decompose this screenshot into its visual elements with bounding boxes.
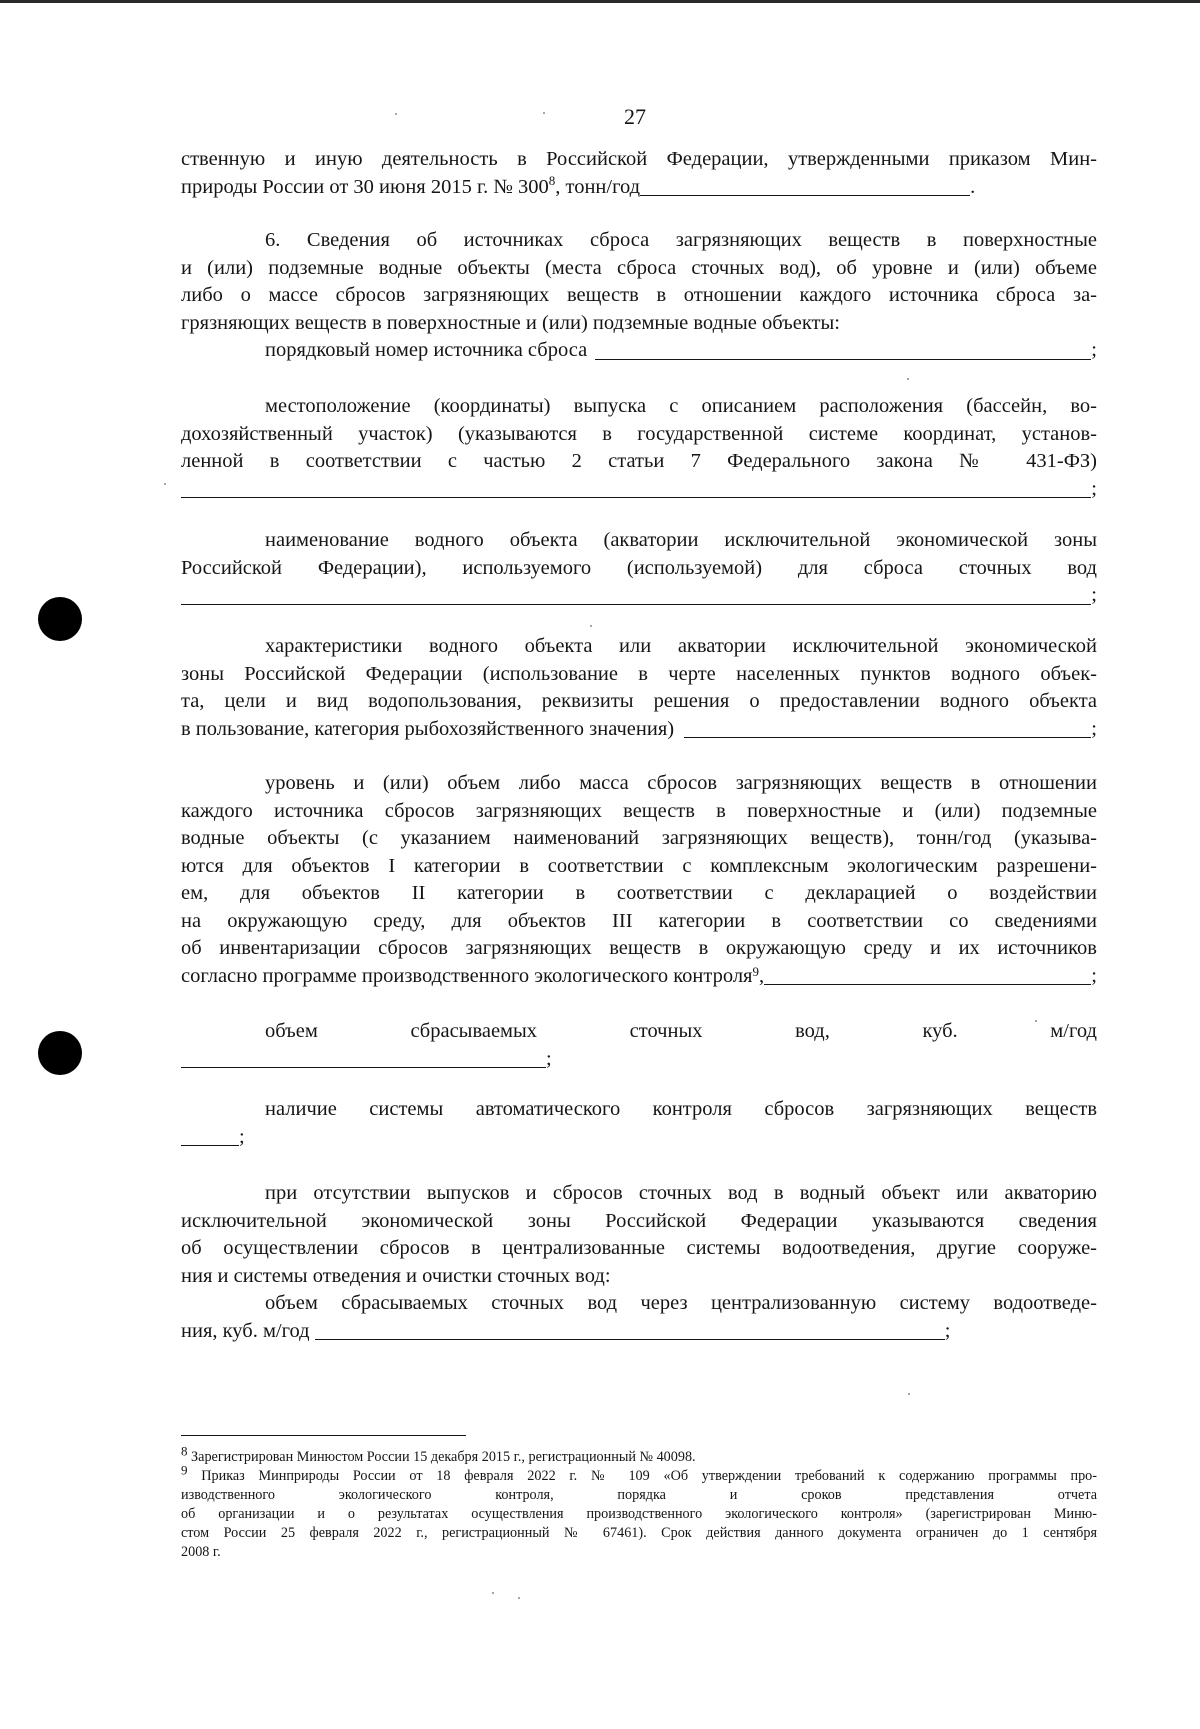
- fill-line-location[interactable]: [181, 477, 1091, 498]
- text-line: Российской Федерации), используемого (используемой) для сброса сточных вод: [181, 556, 1097, 579]
- text-line: исключительной экономической зоны Российской Федерации указываются сведения: [181, 1209, 1097, 1232]
- fill-line-centralized-volume[interactable]: [315, 1319, 945, 1340]
- text-line: водные объекты (с указанием наименований загрязняющих веществ), тонн/год (указыва-: [181, 827, 1097, 849]
- scan-speck: [164, 483, 166, 485]
- text-line: грязняющих веществ в поверхностные и (или) подземные водные объекты:: [181, 311, 840, 334]
- page-number: 27: [624, 104, 646, 129]
- footnote-9-line: стом России 25 февраля 2022 г., регистрационный № 67461). Срок действия данного документа ограничен до 1 сентября: [181, 1525, 1097, 1541]
- text-line: ются для объектов I категории в соответствии с комплексным экологическим разрешени-: [181, 854, 1097, 877]
- water-body-fill-row: ;: [181, 582, 1097, 610]
- fill-line-characteristics[interactable]: [684, 717, 1091, 738]
- scan-speck: [492, 1592, 494, 1594]
- wastewater-volume-label: объем сбрасываемых сточных вод, куб. м/год: [265, 1020, 1097, 1042]
- discharge-level-paragraph: [181, 770, 1097, 990]
- characteristics-fill-row: в пользование, категория рыбохозяйственного значения) ;: [181, 717, 1097, 740]
- auto-control-fill-row: ;: [181, 1124, 1097, 1152]
- text-line: на окружающую среду, для объектов III категории в соответствии со сведениями: [181, 909, 1097, 932]
- fill-line-water-body-name[interactable]: [181, 584, 1091, 605]
- punch-hole-bottom: [38, 1031, 82, 1075]
- fill-line-auto-control[interactable]: [181, 1125, 239, 1146]
- scan-top-edge: [0, 0, 1200, 3]
- order-number-row: порядковый номер источника сброса ;: [265, 339, 1097, 361]
- centralized-systems-paragraph: [181, 1180, 1097, 1345]
- footnote-9-line: 2008 г.: [181, 1544, 221, 1560]
- fill-line-tonnes-per-year[interactable]: [640, 175, 970, 196]
- centralized-volume-fill-row: ния, куб. м/год ;: [181, 1319, 951, 1342]
- text-line: либо о массе сбросов загрязняющих веществ в отношении каждого источника сброса за-: [181, 284, 1097, 306]
- text-line: ем, для объектов II категории в соответствии с декларацией о воздействии: [181, 882, 1097, 904]
- characteristics-paragraph: [181, 633, 1097, 743]
- water-body-name-paragraph: [181, 527, 1097, 610]
- wastewater-volume-fill-row: ;: [181, 1046, 1097, 1074]
- text-line: наличие системы автоматического контроля сбросов загрязняющих веществ: [265, 1098, 1097, 1120]
- text-line: характеристики водного объекта или акватории исключительной экономической: [265, 635, 1097, 657]
- fill-line-wastewater-volume[interactable]: [181, 1047, 546, 1068]
- footnotes: [181, 1443, 1097, 1562]
- fill-line-discharge-level[interactable]: [764, 964, 1091, 985]
- fill-line-order-number[interactable]: [595, 339, 1091, 360]
- text-line: та, цели и вид водопользования, реквизиты решения о предоставлении водного объекта: [181, 690, 1097, 712]
- text-line: об инвентаризации сбросов загрязняющих веществ в окружающую среду и их источников: [181, 937, 1097, 959]
- text-line: зоны Российской Федерации (использование в черте населенных пунктов водного объек-: [181, 662, 1097, 685]
- text-line: уровень и (или) объем либо масса сбросов загрязняющих веществ в отношении: [265, 772, 1097, 794]
- section-6-paragraph: [181, 227, 1097, 365]
- text-line: ния и системы отведения и очистки сточных вод:: [181, 1264, 611, 1287]
- text-line: при отсутствии выпусков и сбросов сточных вод в водный объект или акваторию: [265, 1182, 1097, 1204]
- text-line: наименование водного объекта (акватории исключительной экономической зоны: [265, 529, 1097, 551]
- auto-control-paragraph: [181, 1096, 1097, 1151]
- footnote-separator: [181, 1435, 466, 1436]
- text-line: об осуществлении сбросов в централизованные системы водоотведения, другие сооруже-: [181, 1237, 1097, 1259]
- text-line: дохозяйственный участок) (указываются в государственной системе координат, установ-: [181, 422, 1097, 445]
- footnote-8: $^8$ Зарегистрирован Минюстом России 15 декабря 2015 г., регистрационный № 40098.: [181, 1443, 696, 1465]
- footnote-9-line: изводственного экологического контроля, порядка и сроков представления отчета: [181, 1487, 1097, 1503]
- footnote-9-line: $^9$ Приказ Минприроды России от 18 февраля 2022 г. № 109 «Об утверждении требований к содержанию программы про-: [181, 1462, 1097, 1484]
- scan-speck: [590, 625, 592, 627]
- text-line: ственную и иную деятельность в Российской Федерации, утвержденными приказом Мин-: [181, 148, 1097, 170]
- text-line: объем сбрасываемых сточных вод через централизованную систему водоотведе-: [265, 1292, 1097, 1314]
- punch-hole-top: [38, 597, 82, 641]
- text-line: 6. Сведения об источниках сброса загрязняющих веществ в поверхностные: [265, 229, 1097, 251]
- location-paragraph: [181, 393, 1097, 503]
- text-line: ленной в соответствии с частью 2 статьи 7 Федерального закона № 431-ФЗ): [181, 450, 1097, 472]
- text-line: каждого источника сбросов загрязняющих веществ в поверхностные и (или) подземные: [181, 799, 1097, 822]
- scan-speck: [908, 1393, 910, 1395]
- scan-speck: [907, 378, 909, 380]
- discharge-level-fill-row: согласно программе производственного экологического контроля $^9$ , ;: [181, 963, 1097, 987]
- wastewater-volume-paragraph: [181, 1018, 1097, 1073]
- intro-paragraph: [181, 146, 1097, 201]
- footnote-9-line: об организации и о результатах осуществления производственного экологического контроля» (зарегистрирован Миню-: [181, 1506, 1097, 1522]
- text-line: и (или) подземные водные объекты (места сброса сточных вод), об уровне и (или) объеме: [181, 256, 1097, 279]
- text-line: природы России от 30 июня 2015 г. № $300^8$, тонн/год .: [181, 172, 976, 198]
- scan-speck: [518, 1597, 520, 1599]
- location-fill-row: ;: [181, 476, 1097, 504]
- text-line: местоположение (координаты) выпуска с описанием расположения (бассейн, во-: [265, 395, 1097, 417]
